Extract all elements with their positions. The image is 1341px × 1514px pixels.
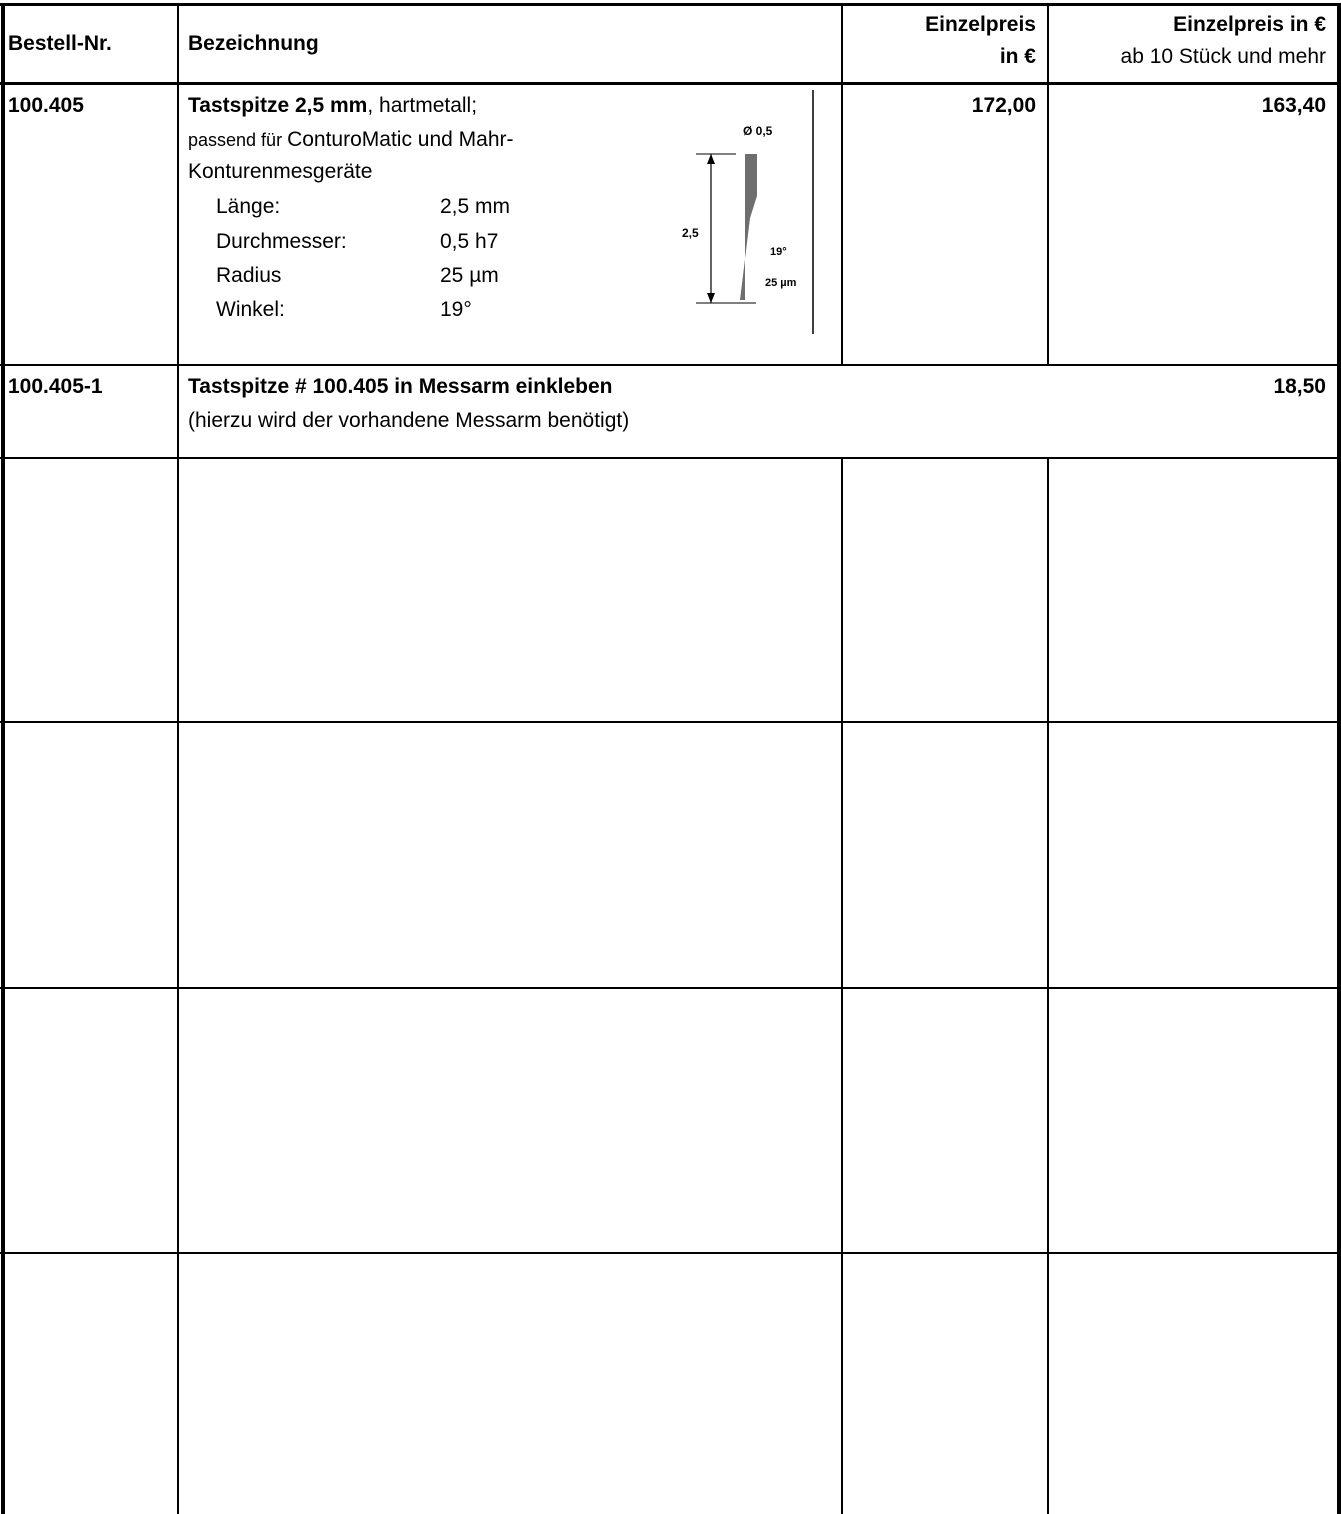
spec-label: Länge:	[216, 195, 281, 218]
row-divider	[0, 987, 1341, 989]
row2-title: Tastspitze # 100.405 in Messarm einkleben	[188, 375, 613, 398]
header-unit-price	[846, 9, 1036, 73]
spec-value: 25 µm	[440, 264, 499, 287]
header-unit-price-10-line2: ab 10 Stück und mehr	[1120, 45, 1326, 68]
spec-value: 2,5 mm	[440, 195, 511, 218]
spec-value: 19°	[440, 298, 472, 321]
row1-title-rest: , hartmetall;	[367, 94, 478, 117]
row1-price-10: 163,40	[1261, 94, 1326, 117]
row1-line2	[188, 128, 514, 152]
spec-label: Durchmesser:	[216, 230, 347, 253]
row-divider	[0, 721, 1341, 723]
row-divider	[0, 364, 1341, 366]
column-divider	[177, 3, 179, 1514]
figure-length-label: 2,5	[682, 226, 699, 240]
spec-label: Radius	[216, 264, 282, 287]
spec-label: Winkel:	[216, 298, 285, 321]
row1-line3: Konturenmesgeräte	[188, 160, 373, 183]
column-divider	[1047, 457, 1049, 1514]
row2-order-no: 100.405-1	[8, 375, 103, 398]
row1-line2-small: passend für	[188, 130, 288, 150]
header-description: Bezeichnung	[188, 32, 319, 55]
figure-radius-label: 25 µm	[765, 277, 797, 289]
column-divider	[1047, 3, 1049, 365]
row-divider	[0, 457, 1341, 459]
figure-angle-label: 19°	[770, 246, 787, 258]
row1-line2-rest: ConturoMatic und Mahr-	[287, 128, 514, 151]
header-unit-price-10-line1: Einzelpreis in €	[1173, 13, 1326, 36]
header-unit-price-line1: Einzelpreis	[925, 13, 1036, 36]
row2-note: (hierzu wird der vorhandene Messarm benötigt)	[188, 409, 630, 432]
header-unit-price-10	[1050, 9, 1326, 73]
header-order-no: Bestell-Nr.	[8, 32, 112, 55]
header-unit-price-line2: in €	[999, 45, 1036, 68]
column-divider	[841, 457, 843, 1514]
row1-title	[188, 94, 477, 118]
table-top-border	[0, 3, 1341, 6]
row-divider	[0, 1252, 1341, 1254]
row1-title-bold: Tastspitze 2,5 mm	[188, 94, 368, 117]
spec-value: 0,5 h7	[440, 230, 499, 253]
figure-diameter-label: Ø 0,5	[743, 124, 773, 138]
row2-price: 18,50	[1273, 375, 1326, 398]
row1-price: 172,00	[971, 94, 1036, 117]
table-right-border	[1337, 3, 1341, 1514]
header-bottom-border	[0, 82, 1341, 85]
table-left-border	[1, 3, 5, 1514]
row1-order-no: 100.405	[8, 94, 84, 117]
stylus-tip-figure	[660, 88, 830, 340]
column-divider	[841, 3, 843, 365]
